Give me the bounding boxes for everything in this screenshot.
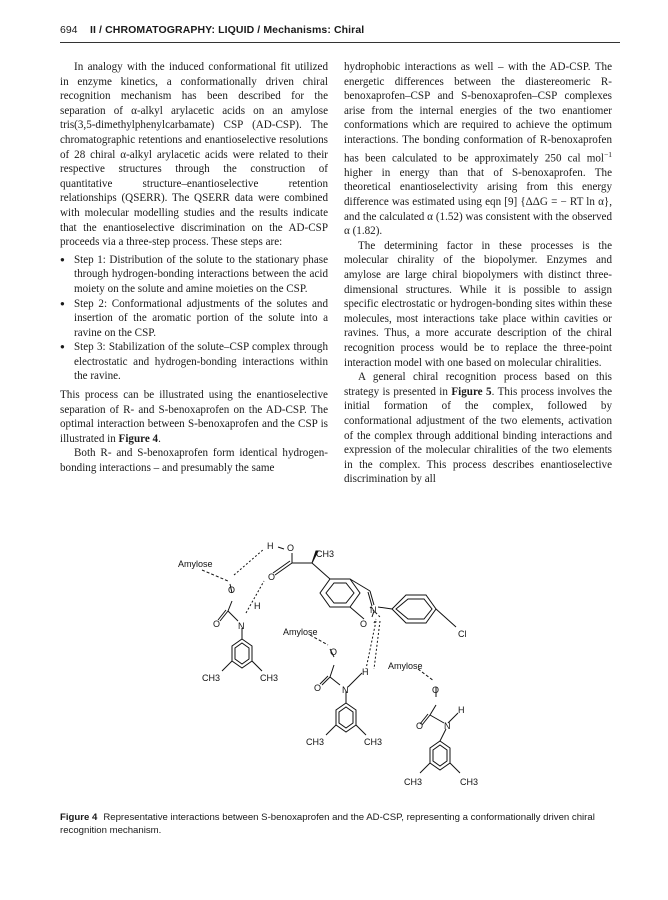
h-label-left: H — [254, 601, 261, 611]
figure-4-reference: Figure 4 — [118, 432, 159, 445]
amylose-label-2: Amylose — [283, 627, 318, 637]
ch3-label-right-b: CH3 — [460, 777, 479, 787]
step-list — [60, 253, 328, 384]
step-3-item: ● Step 3: Stabilization of the solute–CSP complex through electrostatic and hydrogen-bonding interactions within the ravine. — [60, 340, 328, 384]
right-paragraph-1 — [344, 60, 612, 239]
hbond-dash-4 — [374, 621, 380, 669]
ch3-label-top: CH3 — [316, 549, 335, 559]
unit-superscript: −1 — [604, 149, 612, 159]
h-label-top: H — [267, 541, 274, 551]
ch3-label-mid-a: CH3 — [306, 737, 325, 747]
right-paragraph-3-start: A general chiral recognition process based on this strategy is presented in — [344, 371, 612, 398]
ch3-label-left-b: CH3 — [260, 673, 279, 683]
left-paragraph-3: Both R- and S-benoxaprofen form identical hydrogen-bonding interactions – and presumably the same — [60, 447, 328, 475]
o-label-left: O — [228, 585, 236, 595]
h-label-mid: H — [362, 667, 369, 677]
left-paragraph-2 — [60, 388, 328, 446]
page-number: 694 — [60, 24, 78, 36]
right-paragraph-2: The determining factor in these processes is the molecular chirality of the biopolymer. Enzymes and amylose are large chiral biopolymers with distinct three-dimensional structures. While it is possible to assign specific electrostatic or hydrogen-bonding sites within these molecules, most interactions take place within cavities or ravines. Thus, a more accurate description of the chiral recognition process would be to replace the three-point interaction model with one based on molecular chiralities. — [344, 239, 612, 369]
ch3-label-right-a: CH3 — [404, 777, 423, 787]
page-header — [60, 24, 620, 40]
amylose-1-dashed-link — [202, 570, 228, 581]
step-2-item: ● Step 2: Conformational adjustments of the solutes and insertion of the aromatic portion of the solute into a ravine on the CSP. — [60, 297, 328, 341]
o-label-ring: O — [360, 619, 368, 629]
amylose-label-1: Amylose — [178, 559, 213, 569]
h-label-right: H — [458, 705, 465, 715]
step-1-item: ● Step 1: Distribution of the solute to the stationary phase through hydrogen-bonding interactions between the acid moiety on the solute and amine moieties on the CSP. — [60, 253, 328, 297]
n-label-ring: N — [370, 605, 377, 615]
o-carbonyl-label-right: O — [416, 721, 424, 731]
right-paragraph-1-start: hydrophobic interactions as well – with the AD-CSP. The energetic differences between the diastereomeric R-benoxaprofen–CSP and S-benoxaprofen–CSP complexes arise from the internal energies of the two enantiomer conformations which are required to achieve the optimum interactions. The bonding conformation of R-benoxaprofen has been calculated to be approximately 250 cal mol — [344, 61, 612, 165]
n-label-mid: N — [342, 685, 349, 695]
right-column — [344, 60, 612, 487]
caption-text: Representative interactions between S-benoxaprofen and the AD-CSP, representing a conformationally driven chiral recognition mechanism. — [60, 812, 595, 836]
bonds — [202, 547, 460, 773]
cl-label: Cl — [458, 629, 467, 639]
o-carbonyl-label-mid: O — [314, 683, 322, 693]
left-paragraph-2-end: . — [158, 432, 161, 445]
left-paragraph-2-text: This process can be illustrated using the enantioselective separation of R- and S-benoxaprofen on the AD-CSP. The optimal interaction between S-benoxaprofen and the CSP is illustrated in — [60, 389, 328, 445]
left-paragraph-1: In analogy with the induced conformational fit utilized in enzyme kinetics, a conformationally driven chiral recognition mechanism has been described for the separation of α-alkyl arylacetic acids on an amylose tris(3,5-dimethylphenylcarbamate) CSP (AD-CSP). The chromatographic retentions and enantioselective resolutions of 28 chiral α-alkyl arylacetic acids were related to their respective structures through the construction of quantitative structure–enantioselective retention relationships (QSERR). The QSERR data were combined with molecular modelling studies and the results indicate that the enantioselective discrimination on the AD-CSP proceeds via a three-step process. These steps are: — [60, 61, 328, 249]
left-column — [60, 60, 328, 476]
amylose-label-3: Amylose — [388, 661, 423, 671]
n-label-right: N — [444, 721, 451, 731]
o-carbonyl-label-left: O — [213, 619, 221, 629]
o-label-right: O — [432, 685, 440, 695]
figure-4 — [160, 535, 520, 800]
caption-label: Figure 4 — [60, 812, 98, 823]
right-paragraph-1-mid: higher in energy than that of S-benoxaprofen. The theoretical enantioselectivity arising from this energy difference was estimated using eqn [9] {ΔΔG = − RT ln α}, and the calculated α (1.52) was consistent with the observed α (1.82). — [344, 166, 612, 238]
figure-5-reference: Figure 5 — [451, 385, 492, 398]
o-label-top: O — [287, 543, 295, 553]
benoxaprofen-amylose-structure-diagram — [160, 535, 520, 800]
right-paragraph-3-end: . This process involves the initial formation of the complex, followed by conformational adjustment of the two elements, activation of the complex through additional binding interactions and expression of the molecular chiralities of the two elements in the complex. This process describes enantioselective discrimination by all — [344, 385, 613, 486]
n-label-left: N — [238, 621, 245, 631]
o-label-acid: O — [268, 572, 276, 582]
running-head: II / CHROMATOGRAPHY: LIQUID / Mechanisms: Chiral — [90, 24, 365, 36]
ch3-label-mid-b: CH3 — [364, 737, 383, 747]
figure-caption — [60, 812, 620, 837]
o-label-mid: O — [330, 647, 338, 657]
oxazole-bond-top — [350, 579, 370, 591]
ch3-label-left-a: CH3 — [202, 673, 221, 683]
hbond-dash-1 — [234, 549, 264, 575]
right-paragraph-3 — [344, 370, 612, 487]
header-rule — [60, 42, 620, 43]
